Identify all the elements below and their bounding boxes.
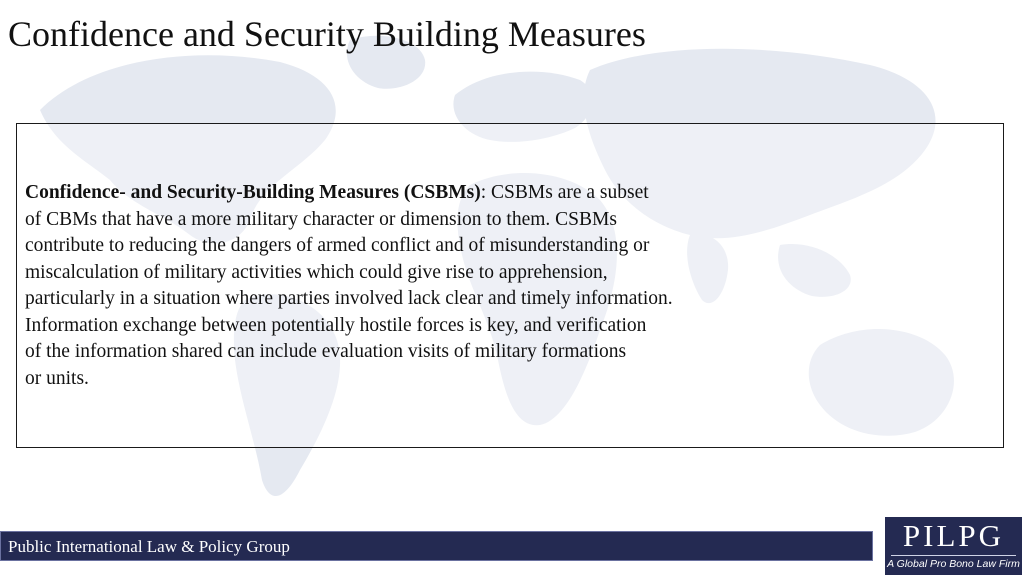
definition-line: Information exchange between potentially hostile forces is key, and verification xyxy=(25,314,647,336)
definition-line: miscalculation of military activities which could give rise to apprehension, xyxy=(25,261,608,283)
pilpg-logo xyxy=(885,517,1022,575)
definition-line: contribute to reducing the dangers of armed conflict and of misunderstanding or xyxy=(25,235,650,256)
definition-line: of CBMs that have a more military character or dimension to them. CSBMs xyxy=(25,208,617,230)
defined-term: Confidence- and Security-Building Measures (CSBMs) xyxy=(25,182,481,203)
content-box xyxy=(16,123,1004,448)
logo-wordmark: PILPG xyxy=(902,518,1005,553)
definition-line: particularly in a situation where parties involved lack clear and timely information. xyxy=(25,288,673,309)
footer-organization-name: Public International Law & Policy Group xyxy=(8,537,290,556)
logo-divider xyxy=(891,555,1016,556)
footer-bar xyxy=(0,531,873,561)
logo-tagline: A Global Pro Bono Law Firm xyxy=(887,558,1020,570)
definition-line: of the information shared can include evaluation visits of military formations xyxy=(25,341,627,362)
definition-paragraph xyxy=(25,180,835,392)
definition-line: : CSBMs are a subset xyxy=(480,182,649,203)
definition-line: or units. xyxy=(25,367,89,389)
slide-title: Confidence and Security Building Measures xyxy=(8,14,646,54)
